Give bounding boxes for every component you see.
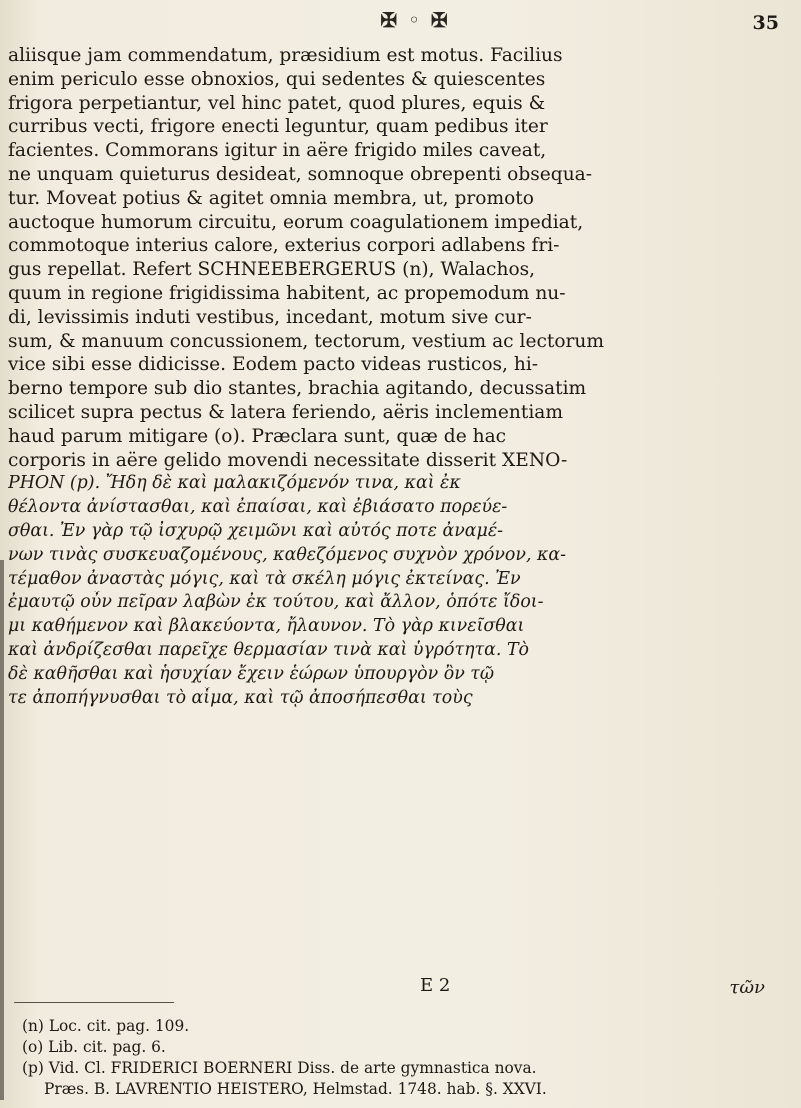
binding-shadow (0, 560, 4, 1100)
greek-text-line: μι καθήμενον καὶ βλακεύοντα, ἤλαυνον. Τὸ γὰρ κινεῖσθαι (8, 616, 525, 637)
text-line: auctoque humorum circuitu, eorum coagulationem impediat, (8, 211, 584, 233)
text-line: tur. Moveat potius & agitet omnia membra, ut, promoto (8, 187, 534, 209)
catchword-line (0, 975, 801, 1001)
text-line: corporis in aëre gelido movendi necessitate disserit XENO- (8, 449, 568, 471)
text-line: ne unquam quieturus desideat, somnoque obrepenti obsequa- (8, 163, 593, 185)
page-number: 35 (752, 12, 779, 34)
signature-mark: E 2 (420, 975, 451, 996)
greek-text-line: τε ἀποπήγνυσθαι τὸ αἷμα, καὶ τῷ ἀποσήπεσθαι τοὺς (8, 687, 473, 708)
footnote: (o) Lib. cit. pag. 6. (22, 1038, 166, 1056)
footnote: Præs. B. LAVRENTIO HEISTERO, Helmstad. 1748. hab. §. XXVI. (44, 1080, 547, 1098)
catchword: τῶν (729, 977, 765, 998)
greek-text-line: δὲ καθῆσθαι καὶ ἡσυχίαν ἔχειν ἑώρων ὑπουργὸν ὂν τῷ (8, 663, 495, 684)
greek-text-line: ἐμαυτῷ οὖν πεῖραν λαβὼν ἐκ τούτου, καὶ ἄλλον, ὁπότε ἴδοι- (8, 592, 544, 613)
text-line: scilicet supra pectus & latera feriendo, aëris inclementiam (8, 401, 563, 423)
main-text (8, 44, 793, 710)
greek-text-line: τέμαθον ἀναστὰς μόγις, καὶ τὰ σκέλη μόγις ἐκτείνας. Ἐν (8, 568, 521, 589)
text-line: gus repellat. Refert SCHNEEBERGERUS (n), Walachos, (8, 259, 536, 281)
text-line: berno tempore sub dio stantes, brachia agitando, decussatim (8, 378, 587, 400)
text-line: aliisque jam commendatum, præsidium est motus. Facilius (8, 45, 563, 66)
text-line: facientes. Commorans igitur in aëre frigido miles caveat, (8, 140, 547, 162)
footnote-rule (14, 1002, 174, 1003)
footnote: (p) Vid. Cl. FRIDERICI BOERNERI Diss. de arte gymnastica nova. (22, 1059, 537, 1077)
text-line: sum, & manuum concussionem, tectorum, vestium ac lectorum (8, 330, 605, 352)
header-ornament: ✠ ◦ ✠ (380, 8, 450, 32)
footnotes (22, 1016, 782, 1100)
greek-text-line: θέλοντα ἀνίστασθαι, καὶ ἐπαίσαι, καὶ ἐβιάσατο πορεύε- (8, 497, 508, 518)
footnote: (n) Loc. cit. pag. 109. (22, 1017, 190, 1035)
text-line: vice sibi esse didicisse. Eodem pacto videas rusticos, hi- (8, 354, 539, 376)
greek-text-line: PHON (p). Ἤδη δὲ καὶ μαλακιζόμενόν τινα, καὶ ἐκ (8, 473, 461, 494)
text-line: di, levissimis induti vestibus, incedant, motum sive cur- (8, 306, 532, 328)
text-line: quum in regione frigidissima habitent, ac propemodum nu- (8, 282, 566, 304)
page-header (0, 8, 801, 38)
greek-text-line: νων τινὰς συσκευαζομένους, καθεζόμενος συχνὸν χρόνον, κα- (8, 544, 567, 565)
text-line: curribus vecti, frigore enecti leguntur, quam pedibus iter (8, 116, 548, 138)
text-line: frigora perpetiantur, vel hinc patet, quod plures, equis & (8, 92, 546, 114)
greek-text-line: σθαι. Ἐν γὰρ τῷ ἰσχυρῷ χειμῶνι καὶ αὐτός ποτε ἀναμέ- (8, 520, 504, 541)
text-line: commotoque interius calore, exterius corpori adlabens fri- (8, 235, 560, 257)
text-line: haud parum mitigare (o). Præclara sunt, quæ de hac (8, 425, 507, 447)
greek-text-line: καὶ ἀνδρίζεσθαι παρεῖχε θερμασίαν τινὰ καὶ ὑγρότητα. Τὸ (8, 639, 530, 660)
text-line: enim periculo esse obnoxios, qui sedentes & quiescentes (8, 68, 546, 90)
